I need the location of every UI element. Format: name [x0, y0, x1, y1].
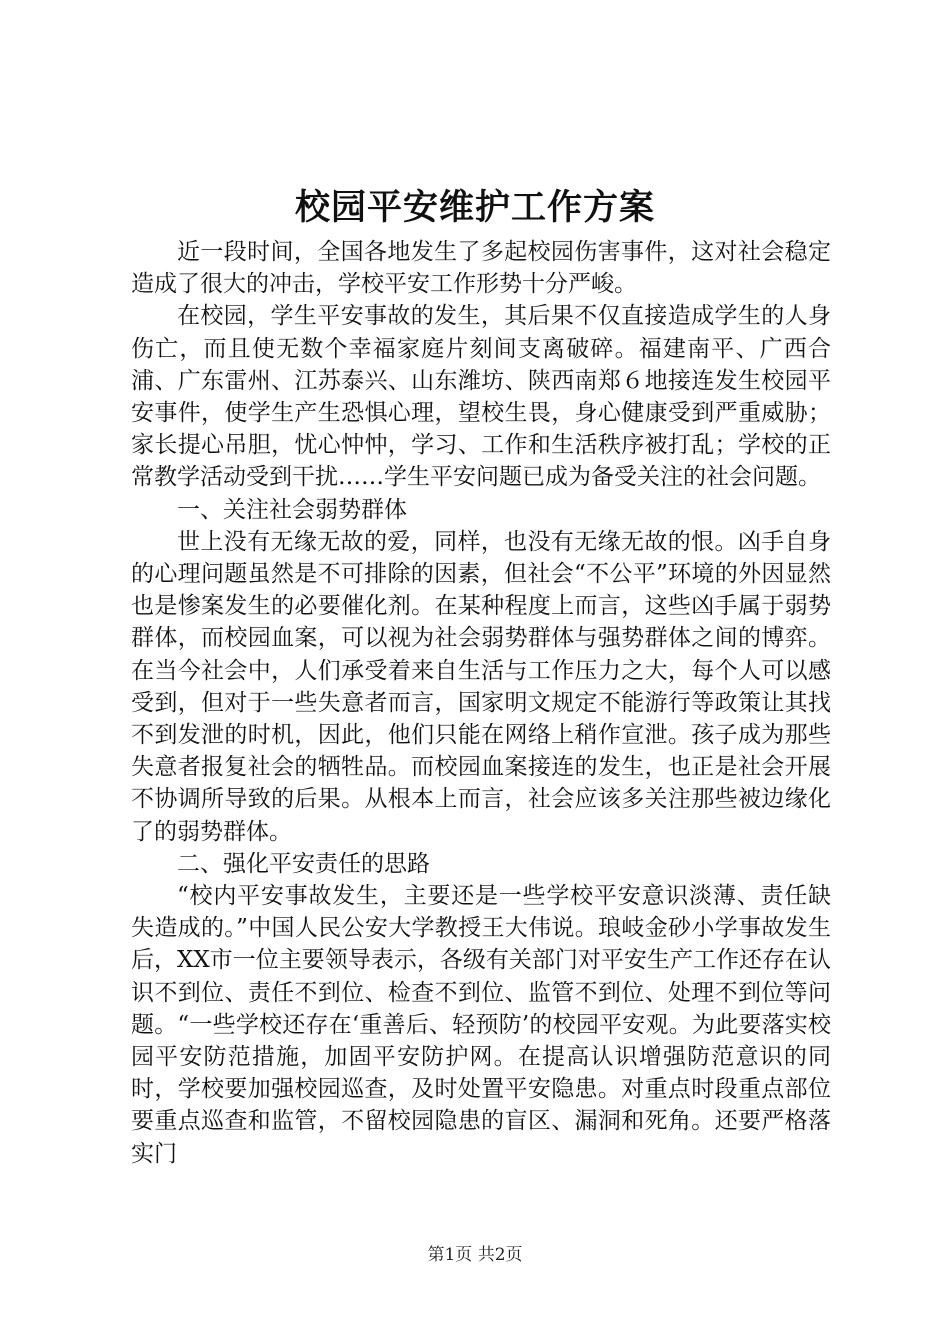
paragraph-section-1: 世上没有无缘无故的爱，同样，也没有无缘无故的恨。凶手自身的心理问题虽然是不可排除的因素，但社会“不公平”环境的外因显然也是惨案发生的必要催化剂。在某种程度上而言，这些凶手属于弱势群体，而校园血案，可以视为社会弱势群体与强势群体之间的博弈。在当今社会中，人们承受着来自生活与工作压力之大，每个人可以感受到，但对于一些失意者而言，国家明文规定不能游行等政策让其找不到发泄的时机，因此，他们只能在网络上稍作宣泄。孩子成为那些失意者报复社会的牺牲品。而校园血案接连的发生，也正是社会开展不协调所导致的后果。从根本上而言，社会应该多关注那些被边缘化了的弱势群体。	[131, 528, 831, 845]
document-title: 校园平安维护工作方案	[294, 187, 655, 228]
page-number-footer: 第1页 共2页	[427, 1245, 523, 1265]
paragraph-section-2: “校内平安事故发生，主要还是一些学校平安意识淡薄、责任缺失造成的。”中国人民公安大学教授王大伟说。琅岐金砂小学事故发生后，XX市一位主要领导表示，各级有关部门对平安生产工作还存在认识不到位、责任不到位、检查不到位、监管不到位、处理不到位等问题。“一些学校还存在‘重善后、轻预防’的校园平安观。为此要落实校园平安防范措施，加固平安防护网。在提高认识增强防范意识的同时，学校要加强校园巡查，及时处置平安隐患。对重点时段重点部位要重点巡查和监管，不留校园隐患的盲区、漏洞和死角。还要严格落实门	[131, 883, 831, 1167]
document-body	[131, 236, 831, 1170]
section-heading-1: 一、关注社会弱势群体	[177, 496, 407, 523]
paragraph-background: 在校园，学生平安事故的发生，其后果不仅直接造成学生的人身伤亡，而且使无数个幸福家庭片刻间支离破碎。福建南平、广西合浦、广东雷州、江苏泰兴、山东潍坊、陕西南郑６地接连发生校园平安事件，使学生产生恐惧心理，望校生畏，身心健康受到严重威胁；家长提心吊胆，忧心忡忡，学习、工作和生活秩序被打乱；学校的正常教学活动受到干扰……学生平安问题已成为备受关注的社会问题。	[131, 303, 831, 491]
paragraph-intro: 近一段时间，全国各地发生了多起校园伤害事件，这对社会稳定造成了很大的冲击，学校平安工作形势十分严峻。	[131, 239, 831, 298]
section-heading-2: 二、强化平安责任的思路	[177, 850, 430, 877]
